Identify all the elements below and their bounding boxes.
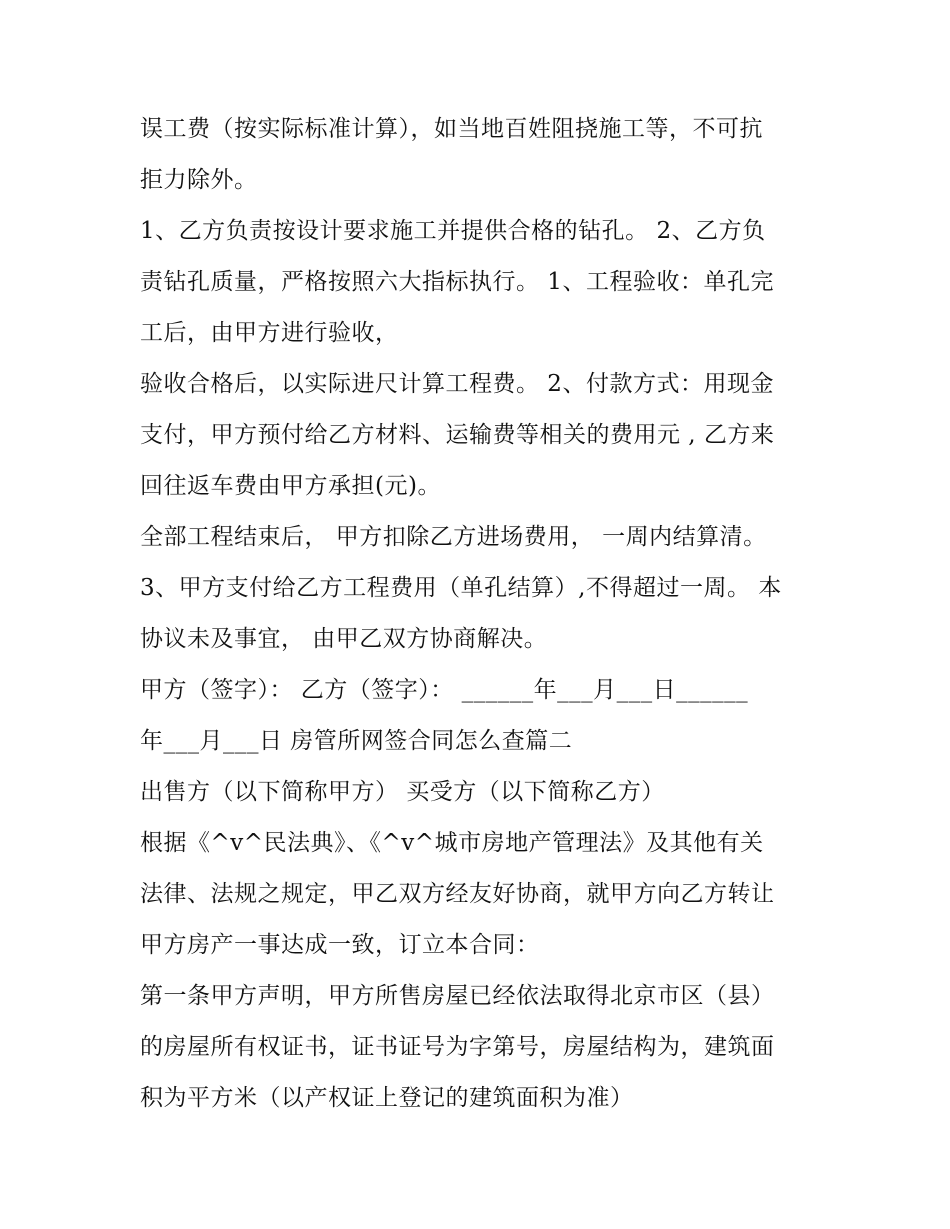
text-line: 工后，由甲方进行验收， xyxy=(140,320,399,346)
text-line: 年___月___日 房管所网签合同怎么查篇二 xyxy=(140,728,573,754)
text-line: 积为平方米（以产权证上登记的建筑面积为准） xyxy=(140,1085,634,1111)
text-line: 的房屋所有权证书，证书证号为字第号，房屋结构为，建筑面 xyxy=(140,1034,775,1060)
text-line: 法律、法规之规定，甲乙双方经友好协商，就甲方向乙方转让 xyxy=(140,881,775,907)
text-line: 协议未及事宜， 由甲乙双方协商解决。 xyxy=(140,626,548,652)
text-line: 根据《^v^民法典》、《^v^城市房地产管理法》及其他有关 xyxy=(140,830,764,856)
text-line: 拒力除外。 xyxy=(140,167,258,193)
text-line: 3、甲方支付给乙方工程费用（单孔结算）,不得超过一周。 本 xyxy=(140,575,782,601)
text-line: 出售方（以下简称甲方） 买受方（以下简称乙方） xyxy=(140,779,665,805)
text-line: 误工费（按实际标准计算），如当地百姓阻挠施工等，不可抗 xyxy=(140,116,763,142)
text-line: 第一条甲方声明，甲方所售房屋已经依法取得北京市区（县） xyxy=(140,983,775,1009)
text-line: 甲方房产一事达成一致，订立本合同： xyxy=(140,932,540,958)
text-line: 责钻孔质量，严格按照六大指标执行。 1、工程验收：单孔完 xyxy=(140,269,774,295)
text-line: 全部工程结束后， 甲方扣除乙方进场费用， 一周内结算清。 xyxy=(140,524,767,550)
text-line: 回往返车费由甲方承担(元)。 xyxy=(140,473,441,499)
document-body xyxy=(140,104,820,1124)
signature-line: 甲方（签字）： 乙方（签字）： ______年___月___日______ xyxy=(140,677,749,703)
text-line: 支付，甲方预付给乙方材料、运输费等相关的费用元 , 乙方来 xyxy=(140,422,775,448)
text-line: 验收合格后，以实际进尺计算工程费。 2、付款方式：用现金 xyxy=(140,371,774,397)
text-line: 1、乙方负责按设计要求施工并提供合格的钻孔。 2、乙方负 xyxy=(140,218,766,244)
